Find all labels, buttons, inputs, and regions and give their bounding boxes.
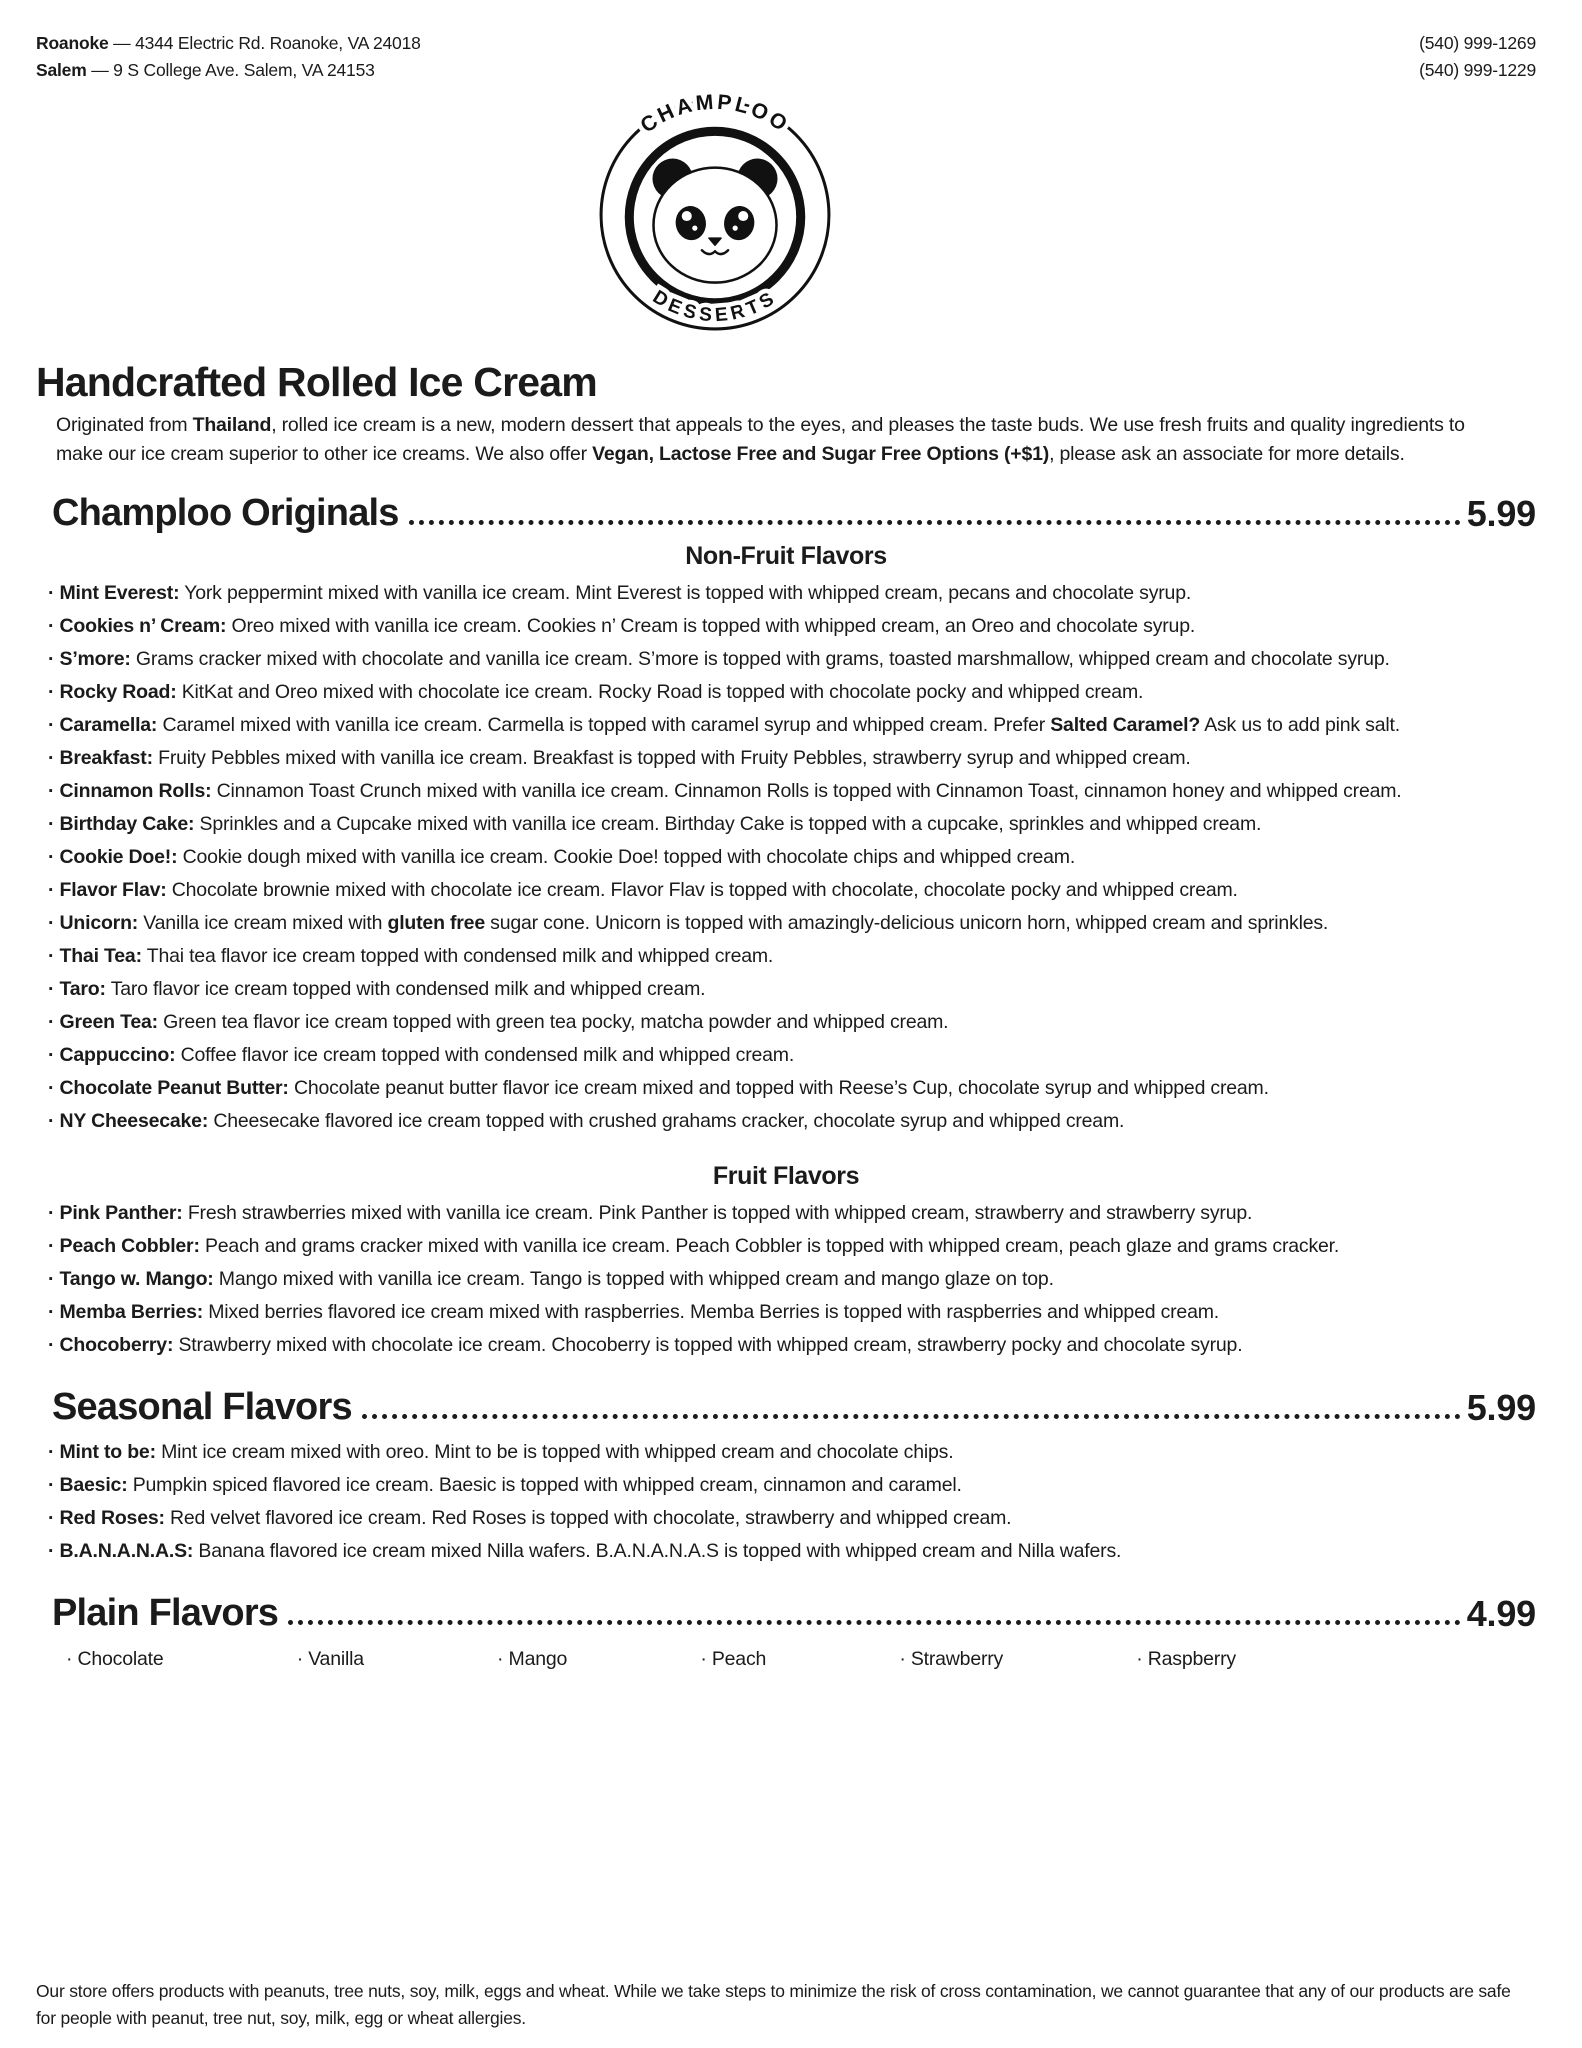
dotted-leader [409,520,1461,525]
plain-flavor: · Raspberry [1136,1648,1236,1670]
menu-item: · Taro: Taro flavor ice cream topped with condensed milk and whipped cream. [48,978,706,1000]
flavor-group-title: Non-Fruit Flavors [685,542,887,570]
page-title: Handcrafted Rolled Ice Cream [36,359,597,405]
intro-paragraph: Originated from Thailand, rolled ice cream is a new, modern dessert that appeals to the eyes, and pleases the taste buds. We use fresh fruits and quality ingredients to make our ice cream superior to other ice creams. We also offer Vegan, Lactose Free and Sugar Free Options (+$1), please ask an associate for more details. [56,414,1465,465]
menu-item-name: · B.A.N.A.N.A.S: [48,1540,194,1562]
menu-item: · Breakfast: Fruity Pebbles mixed with vanilla ice cream. Breakfast is topped with Fruity Pebbles, strawberry syrup and whipped cream. [48,747,1191,769]
menu-section [36,1388,1536,1568]
menu-item-name: · Baesic: [48,1474,128,1496]
phone-number: (540) 999-1269 [1419,33,1536,53]
menu-item: · Mint Everest: York peppermint mixed with vanilla ice cream. Mint Everest is topped with whipped cream, pecans and chocolate syrup. [48,582,1192,604]
logo-bottom-text: DESSERTS [648,286,782,327]
menu-item: · Rocky Road: KitKat and Oreo mixed with chocolate ice cream. Rocky Road is topped with chocolate pocky and whipped cream. [48,681,1144,703]
menu-item: · B.A.N.A.N.A.S: Banana flavored ice cream mixed Nilla wafers. B.A.N.A.N.A.S is topped with whipped cream and Nilla wafers. [48,1540,1122,1562]
panda-face-icon [652,159,777,283]
menu-item: · S’more: Grams cracker mixed with chocolate and vanilla ice cream. S’more is topped with grams, toasted marshmallow, whipped cream and chocolate syrup. [48,648,1390,670]
menu-item: · Cappuccino: Coffee flavor ice cream topped with condensed milk and whipped cream. [48,1044,795,1066]
menu-item-name: · Tango w. Mango: [48,1268,214,1290]
location-line: Roanoke — 4344 Electric Rd. Roanoke, VA 24018 [36,33,421,53]
menu-item: · Chocoberry: Strawberry mixed with chocolate ice cream. Chocoberry is topped with whipped cream, strawberry pocky and chocolate syrup. [48,1334,1243,1356]
section-header [36,1594,1536,1632]
menu-item: · Cinnamon Rolls: Cinnamon Toast Crunch mixed with vanilla ice cream. Cinnamon Rolls is topped with Cinnamon Toast, cinnamon honey and whipped cream. [48,780,1402,802]
flavor-list [48,1197,1536,1362]
plain-flavor: · Mango [497,1648,568,1670]
menu-item-name: · Green Tea: [48,1011,158,1033]
menu-item-name: · Unicorn: [48,912,139,934]
menu-item-name: · Caramella: [48,714,158,736]
location-list [36,30,421,84]
menu-item: · Mint to be: Mint ice cream mixed with oreo. Mint to be is topped with whipped cream and chocolate chips. [48,1441,954,1463]
menu-section [36,1594,1536,1671]
menu-item-name: · Cappuccino: [48,1044,176,1066]
plain-flavor: · Peach [700,1648,767,1670]
menu-item-name: · Cookies n’ Cream: [48,615,227,637]
menu-item-name: · Thai Tea: [48,945,142,967]
dotted-leader [288,1620,1461,1625]
section-price: 5.99 [1466,493,1536,534]
section-price: 5.99 [1466,1387,1536,1428]
location-line: Salem — 9 S College Ave. Salem, VA 24153 [36,60,375,80]
section-title: Champloo Originals [52,492,399,534]
champloo-desserts-logo [594,94,836,336]
menu-item-name: · S’more: [48,648,131,670]
menu-item-name: · Rocky Road: [48,681,177,703]
menu-item-name: · Pink Panther: [48,1202,183,1224]
menu-item-name: · NY Cheesecake: [48,1110,209,1132]
menu-item-name: · Mint Everest: [48,582,180,604]
menu-item-name: · Breakfast: [48,747,153,769]
menu-sections [36,494,1536,1671]
bold-text: gluten free [387,912,485,934]
location-name: Roanoke [36,33,109,53]
section-header [36,494,1536,532]
menu-item-name: · Peach Cobbler: [48,1235,200,1257]
phone-number: (540) 999-1229 [1419,60,1536,80]
section-title: Seasonal Flavors [52,1386,352,1428]
menu-item-name: · Flavor Flav: [48,879,167,901]
menu-item: · Green Tea: Green tea flavor ice cream topped with green tea pocky, matcha powder and whipped cream. [48,1011,949,1033]
menu-item: · Pink Panther: Fresh strawberries mixed with vanilla ice cream. Pink Panther is topped with whipped cream, strawberry and strawberry syrup. [48,1202,1253,1224]
menu-item: · Cookies n’ Cream: Oreo mixed with vanilla ice cream. Cookies n’ Cream is topped with whipped cream, an Oreo and chocolate syrup. [48,615,1196,637]
plain-flavor-list [66,1648,1236,1671]
flavor-list [48,577,1536,1138]
menu-item-name: · Cinnamon Rolls: [48,780,212,802]
menu-item: · Flavor Flav: Chocolate brownie mixed with chocolate ice cream. Flavor Flav is topped with chocolate, chocolate pocky and whipped cream. [48,879,1238,901]
menu-item-name: · Birthday Cake: [48,813,195,835]
section-header [36,1388,1536,1426]
flavor-group-title: Fruit Flavors [712,1162,860,1190]
section-title: Plain Flavors [52,1592,279,1634]
menu-item: · Memba Berries: Mixed berries flavored ice cream mixed with raspberries. Memba Berries is topped with raspberries and whipped cream. [48,1301,1219,1323]
bold-text: Salted Caramel? [1050,714,1201,736]
dotted-leader [362,1414,1461,1419]
menu-item: · Peach Cobbler: Peach and grams cracker mixed with vanilla ice cream. Peach Cobbler is topped with whipped cream, peach glaze and grams cracker. [48,1235,1340,1257]
menu-item-name: · Memba Berries: [48,1301,204,1323]
menu-item: · Thai Tea: Thai tea flavor ice cream topped with condensed milk and whipped cream. [48,945,774,967]
menu-item: · Baesic: Pumpkin spiced flavored ice cream. Baesic is topped with whipped cream, cinnamon and caramel. [48,1474,962,1496]
allergy-disclaimer: Our store offers products with peanuts, tree nuts, soy, milk, eggs and wheat. While we take steps to minimize the risk of cross contamination, we cannot guarantee that any of our products are safe for people with peanut, tree nut, soy, milk, egg or wheat allergies. [36,1981,1511,2028]
menu-item-name: · Chocolate Peanut Butter: [48,1077,289,1099]
header [36,30,1536,84]
menu-item-name: · Mint to be: [48,1441,156,1463]
menu-item-name: · Chocoberry: [48,1334,174,1356]
menu-item-name: · Cookie Doe!: [48,846,178,868]
location-name: Salem [36,60,87,80]
menu-item: · Chocolate Peanut Butter: Chocolate peanut butter flavor ice cream mixed and topped with Reese’s Cup, chocolate syrup and whipped cream. [48,1077,1269,1099]
menu-item-name: · Red Roses: [48,1507,165,1529]
menu-item: · NY Cheesecake: Cheesecake flavored ice cream topped with crushed grahams cracker, chocolate syrup and whipped cream. [48,1110,1125,1132]
plain-flavor: · Chocolate [66,1648,164,1670]
plain-flavor: · Strawberry [899,1648,1004,1670]
menu-item: · Birthday Cake: Sprinkles and a Cupcake mixed with vanilla ice cream. Birthday Cake is topped with a cupcake, sprinkles and whipped cream. [48,813,1262,835]
menu-item: · Cookie Doe!: Cookie dough mixed with vanilla ice cream. Cookie Doe! topped with chocolate chips and whipped cream. [48,846,1076,868]
logo-top-text: CHAMPLOO [636,94,794,138]
bold-text: Vegan, Lactose Free and Sugar Free Options (+$1) [592,442,1050,465]
menu-item: · Caramella: Caramel mixed with vanilla ice cream. Carmella is topped with caramel syrup and whipped cream. Prefer Salted Caramel? Ask us to add pink salt. [48,714,1400,736]
menu-item: · Tango w. Mango: Mango mixed with vanilla ice cream. Tango is topped with whipped cream and mango glaze on top. [48,1268,1054,1290]
phone-list [1419,30,1536,84]
menu-item: · Unicorn: Vanilla ice cream mixed with gluten free sugar cone. Unicorn is topped with amazingly-delicious unicorn horn, whipped cream and sprinkles. [48,912,1329,934]
menu-item-name: · Taro: [48,978,106,1000]
flavor-list [48,1436,1536,1568]
bold-text: Thailand [192,414,272,436]
plain-flavor: · Vanilla [296,1648,364,1670]
menu-section [36,494,1536,1362]
section-price: 4.99 [1466,1593,1536,1634]
menu-item: · Red Roses: Red velvet flavored ice cream. Red Roses is topped with chocolate, strawberry and whipped cream. [48,1507,1012,1529]
